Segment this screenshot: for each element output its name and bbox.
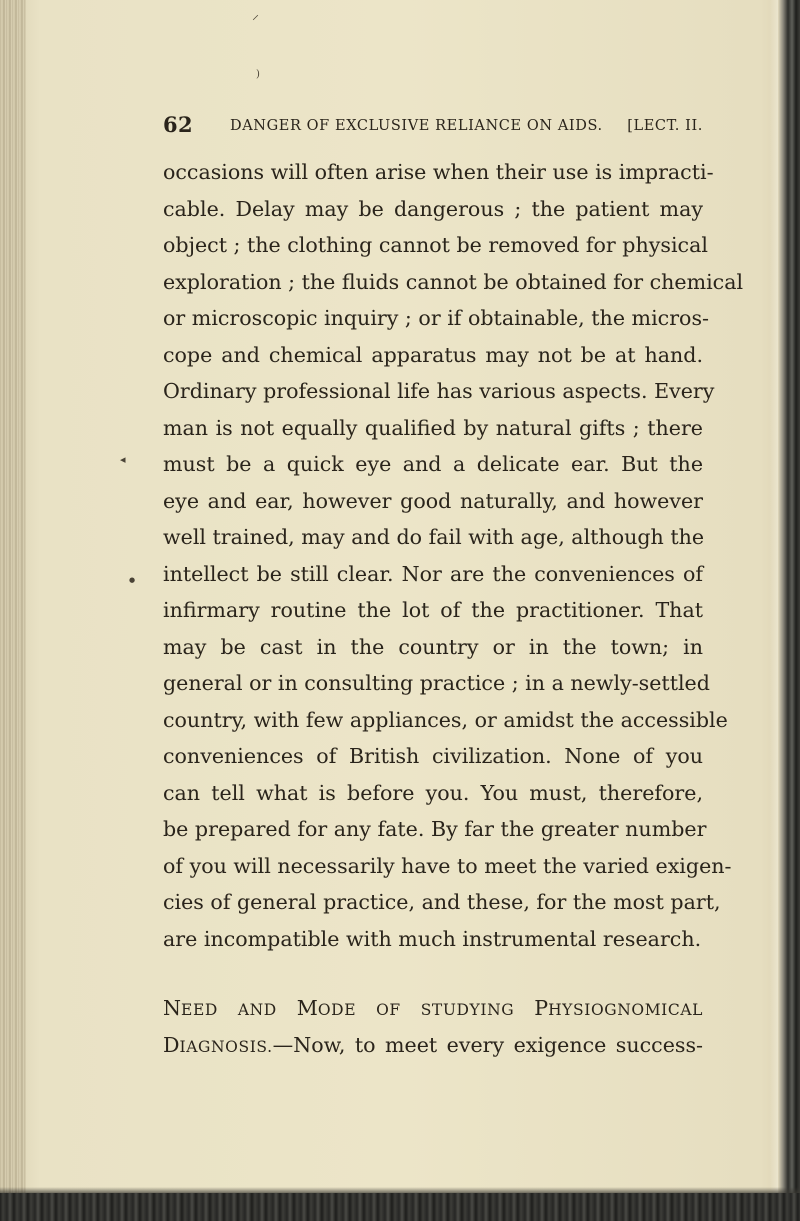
heading-small-caps: IAGNOSIS. [179, 1037, 273, 1056]
heading-word: MODE [296, 996, 357, 1020]
binding-edge-right [778, 0, 800, 1221]
text-line: infirmary routine the lot of the practitioner. That [163, 598, 703, 622]
text-line: well trained, may and do fail with age, although the [163, 525, 705, 549]
text-line: conveniences of British civilization. None of you [163, 744, 703, 768]
ink-speck: ◂ [120, 453, 126, 466]
ink-speck: ● [129, 576, 136, 584]
ink-speck: ⸝ [252, 7, 259, 23]
page-edge-highlight [770, 0, 778, 1221]
text-line: intellect be still clear. Nor are the conveniences of [163, 561, 703, 586]
binding-edge-left [0, 0, 26, 1221]
lecture-label: [LECT. II. [627, 118, 703, 134]
heading-word: PHYSIOGNOMICAL [534, 996, 704, 1020]
heading-word: OF [376, 1001, 401, 1019]
heading-word: STUDYING [420, 1001, 515, 1019]
text-line: may be cast in the country or in the town; in [163, 634, 703, 659]
text-line: be prepared for any fate. By far the greater number [163, 817, 707, 841]
heading-cap: D [163, 1032, 180, 1057]
ink-speck: ) [256, 69, 260, 80]
text-line: of you will necessarily have to meet the varied exigen- [163, 853, 732, 878]
body-text [163, 154, 744, 1063]
text-line: cies of general practice, and these, for the most part, [163, 890, 721, 914]
text-line: occasions will often arise when their use is impracti- [163, 160, 714, 184]
running-header [163, 112, 703, 145]
section-heading [163, 990, 703, 1027]
bottom-edge [0, 1193, 800, 1221]
text-line: object ; the clothing cannot be removed for physical [163, 233, 708, 257]
running-title: DANGER OF EXCLUSIVE RELIANCE ON AIDS. [230, 118, 603, 134]
text-line: must be a quick eye and a delicate ear. But the [163, 452, 703, 476]
text-line: Ordinary professional life has various aspects. Every [163, 379, 715, 403]
text-line: are incompatible with much instrumental research. [163, 926, 702, 951]
text-line: or microscopic inquiry ; or if obtainable, the micros- [163, 306, 709, 330]
text-line [163, 1027, 703, 1064]
section-spacer [163, 957, 703, 990]
text-line: exploration ; the fluids cannot be obtained for chemical [163, 269, 744, 294]
page-number: 62 [163, 112, 194, 137]
continuation-text: —Now, to meet every exigence success- [272, 1032, 703, 1057]
heading-word: NEED [163, 996, 218, 1020]
text-line: cable. Delay may be dangerous ; the patient may [163, 196, 703, 221]
heading-word: AND [237, 1001, 277, 1019]
text-line: country, with few appliances, or amidst the accessible [163, 707, 728, 732]
text-line: man is not equally qualified by natural gifts ; there [163, 415, 703, 440]
text-line: cope and chemical apparatus may not be at hand. [163, 342, 703, 367]
text-line: general or in consulting practice ; in a newly-settled [163, 671, 710, 695]
text-line: eye and ear, however good naturally, and however [163, 488, 703, 513]
text-line: can tell what is before you. You must, therefore, [163, 780, 703, 805]
